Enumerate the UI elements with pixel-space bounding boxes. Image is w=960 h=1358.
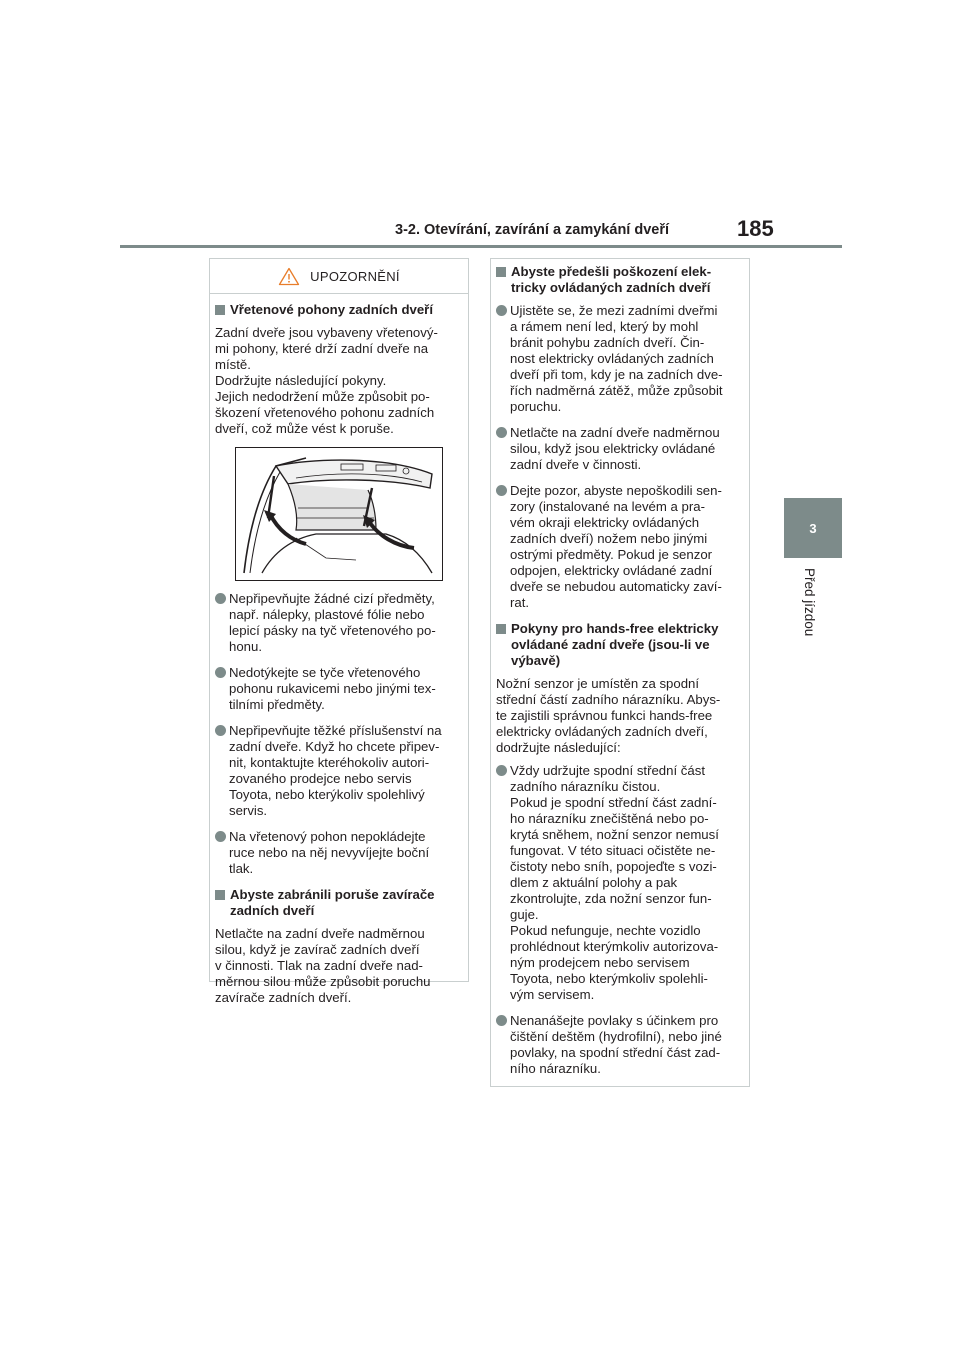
warning-triangle-icon bbox=[278, 267, 300, 286]
warning-label: UPOZORNĚNÍ bbox=[310, 268, 400, 284]
square-bullet-icon bbox=[496, 267, 506, 277]
list-item: Nepřipevňujte těžké příslušenství na zadní dveře. Když ho chcete připev- nit, kontaktujte kteréhokoliv autori- zovaného prodejce nebo servis Toyota, nebo kterýkoliv spolehlivý servis. bbox=[215, 723, 462, 819]
square-bullet-icon bbox=[215, 305, 225, 315]
round-bullet-icon bbox=[496, 305, 507, 316]
list-item: Nepřipevňujte žádné cizí předměty, např. nálepky, plastové fólie nebo lepicí pásky na tyč vřetenového po- honu. bbox=[215, 591, 462, 655]
square-bullet-icon bbox=[496, 624, 506, 634]
chapter-tab bbox=[784, 498, 842, 558]
round-bullet-icon bbox=[215, 831, 226, 842]
round-bullet-icon bbox=[496, 427, 507, 438]
round-bullet-icon bbox=[496, 1015, 507, 1026]
round-bullet-icon bbox=[215, 667, 226, 678]
list-item: Nenanášejte povlaky s účinkem pro čištění deštěm (hydrofilní), nebo jiné povlaky, na spodní střední část zad- ního nárazníku. bbox=[496, 1013, 743, 1077]
handsfree-paragraph: Nožní senzor je umístěn za spodní střední částí zadního nárazníku. Abys- te zajistili správnou funkci hands-free elektricky ovládaných zadních dveří, dodržujte následující: bbox=[496, 676, 721, 755]
section-heading-spindle: Vřetenové pohony zadních dveří bbox=[215, 302, 462, 318]
tailgate-drawing bbox=[236, 448, 441, 579]
list-item: Nedotýkejte se tyče vřetenového pohonu rukavicemi nebo jinými tex- tilními předměty. bbox=[215, 665, 462, 713]
header-rule bbox=[120, 245, 842, 248]
header-section-title: 3-2. Otevírání, zavírání a zamykání dveří bbox=[395, 222, 670, 238]
tailgate-illustration bbox=[235, 447, 443, 581]
page-number: 185 bbox=[737, 216, 774, 241]
round-bullet-icon bbox=[215, 725, 226, 736]
section-heading-closer: Abyste zabránili poruše zavírače zadních dveří bbox=[215, 887, 462, 919]
warning-content-left bbox=[210, 302, 468, 1006]
warning-box-right bbox=[490, 258, 750, 1087]
warning-content-right bbox=[491, 264, 749, 1077]
round-bullet-icon bbox=[496, 485, 507, 496]
section-heading-damage: Abyste předešli poškození elek- tricky ovládaných zadních dveří bbox=[496, 264, 743, 296]
chapter-label: Před jízdou bbox=[802, 568, 817, 637]
list-item: Ujistěte se, že mezi zadními dveřmi a rámem není led, který by mohl bránit pohybu zadních dveří. Čin- nost elektricky ovládaných zadních dveří při tom, kdy je na zadních dve- řích nadměrná zátěž, může způsobit poruchu. bbox=[496, 303, 743, 415]
square-bullet-icon bbox=[215, 890, 225, 900]
round-bullet-icon bbox=[215, 593, 226, 604]
section-heading-handsfree: Pokyny pro hands-free elektricky ovládané zadní dveře (jsou-li ve výbavě) bbox=[496, 621, 743, 669]
chapter-number: 3 bbox=[809, 520, 817, 536]
warning-header bbox=[210, 259, 468, 294]
list-item: Dejte pozor, abyste nepoškodili sen- zory (instalované na levém a pra- vém okraji elektricky ovládaných zadních dveří) nožem nebo jinými ostrými předměty. Pokud je senzor odpojen, elektricky ovládané zadní dveře se nebudou automaticky zaví- rat. bbox=[496, 483, 743, 611]
spindle-paragraph: Zadní dveře jsou vybaveny vřetenový- mi pohony, které drží zadní dveře na místě. Dodržujte následující pokyny. Jejich nedodržení může způsobit po- škození vřetenového pohonu zadních dveří, což může vést k poruše. bbox=[215, 325, 438, 436]
closer-paragraph: Netlačte na zadní dveře nadměrnou silou, když je zavírač zadních dveří v činnosti. Tlak na zadní dveře nad- měrnou silou může způsobit poruchu zavírače zadních dveří. bbox=[215, 926, 431, 1005]
list-item: Vždy udržujte spodní střední část zadního nárazníku čistou. Pokud je spodní střední část zadní- ho nárazníku znečištěná nebo po- krytá sněhem, nožní senzor nemusí fungovat. V této situaci očistěte ne- čistoty nebo sníh, popojeďte s vozi- dlem z aktuální polohy a pak zkontrolujte, zda nožní senzor fun- guje. Pokud nefunguje, nechte vozidlo prohlédnout kterýmkoliv autorizova- ným prodejcem nebo servisem Toyota, nebo kterýmkoliv spolehli- vým servisem. bbox=[496, 763, 743, 1003]
round-bullet-icon bbox=[496, 765, 507, 776]
list-item: Netlačte na zadní dveře nadměrnou silou, když jsou elektricky ovládané zadní dveře v činnosti. bbox=[496, 425, 743, 473]
list-item: Na vřetenový pohon nepokládejte ruce nebo na něj nevyvíjejte boční tlak. bbox=[215, 829, 462, 877]
warning-box-left bbox=[209, 258, 469, 1005]
